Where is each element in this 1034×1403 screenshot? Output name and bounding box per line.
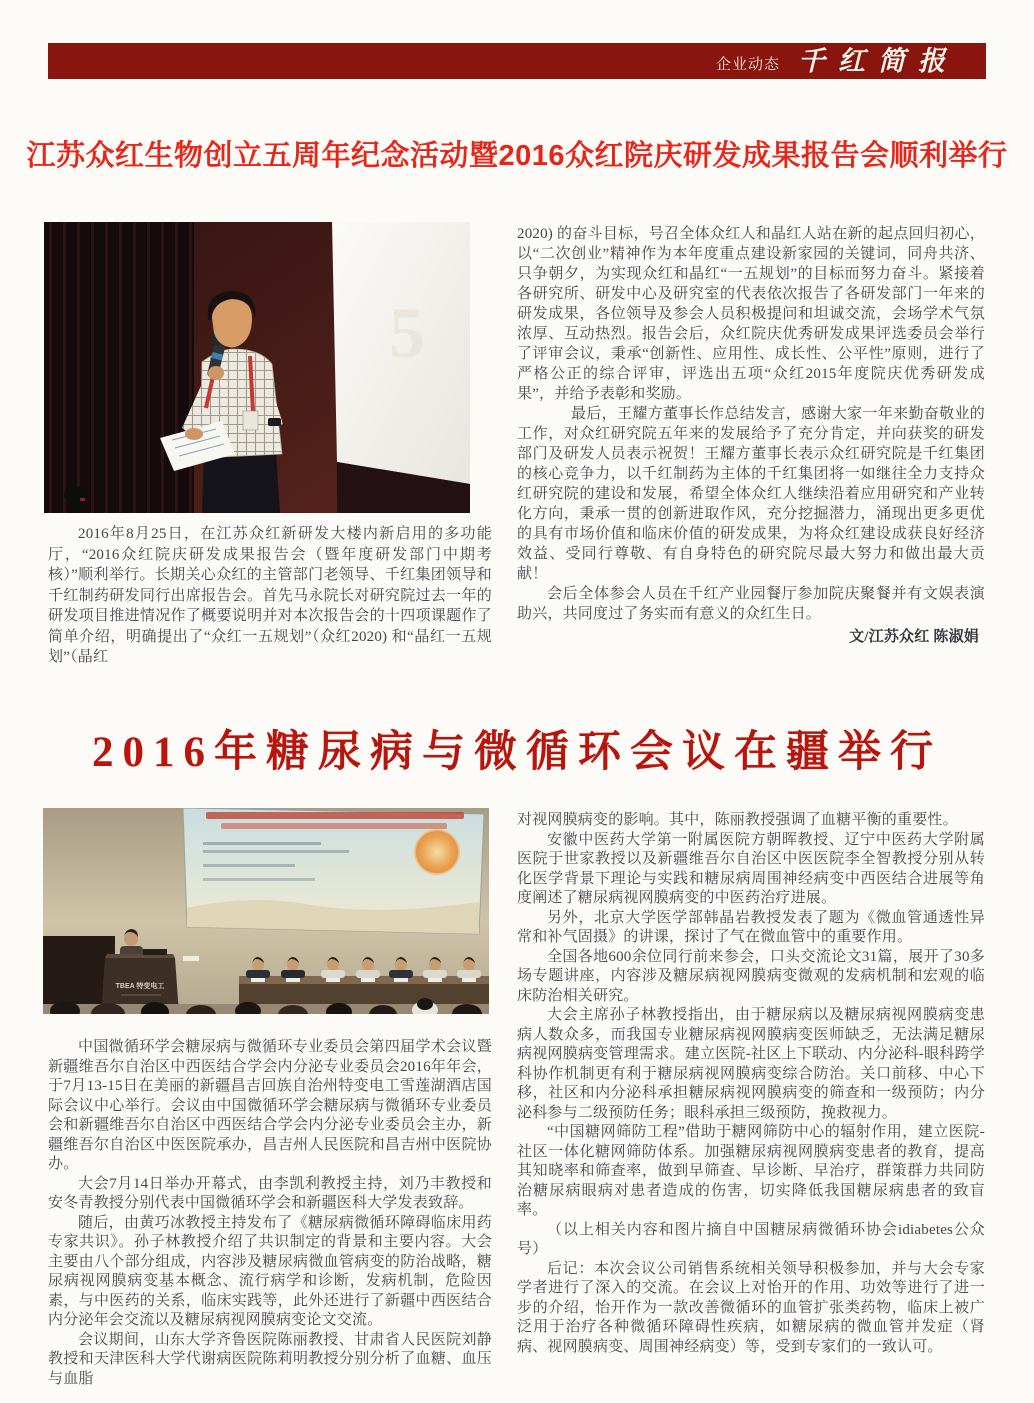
- laptop: [143, 949, 167, 955]
- masthead-section-label: 企业动态: [715, 55, 780, 73]
- podium-logo-text: TBEA 特变电工: [115, 983, 165, 990]
- paragraph: 中国微循环学会糖尿病与微循环专业委员会第四届学术会议暨新疆维吾尔自治区中西医结合学会内分泌专业委员会2016年年会，于7月13-15日在美丽的新疆昌吉回族自治州特变电工雪莲湖酒店国际会议中心举行。会议由中国微循环学会糖尿病与微循环专业委员会和新疆维吾尔自治区中西医结合学会内分泌专业委员会主办，新疆维吾尔自治区中医医院承办，昌吉州人民医院和昌吉州中医院协办。: [48, 1039, 492, 1172]
- paragraph: 2020) 的奋斗目标，号召全体众红人和晶红人站在新的起点回归初心，以“二次创业”精神作为本年度重点建设新家园的关键词，同舟共济、只争朝夕，为实现众红和晶红“一五规划”的目标而努力奋斗。紧接着各研究所、研发中心及研究室的代表依次报告了各研发部门一年来的研发成果，各位领导及参会人员积极提问和坦诚交流，会场学术气氛浓厚、互动热烈。报告会后，众红院庆优秀研发成果评选委员会举行了评审会议，秉承“创新性、应用性、成长性、公平性”原则，进行了严格公正的综合评审，评选出五项“众红2015年度院庆优秀研发成果”，并给予表彰和奖励。: [517, 226, 985, 402]
- paragraph: 大会主席孙子林教授指出，由于糖尿病以及糖尿病视网膜病变患病人数众多，而我国专业糖尿病视网膜病变医师缺乏，无法满足糖尿病视网膜病变管理需求。建立医院-社区上下联动、内分泌科-眼科跨学科协作机制更有利于糖尿病视网膜病变综合防治。关口前移、中心下移，社区和内分泌科承担糖尿病视网膜病变的筛查和一级预防；内分泌科参与二级预防任务；眼科承担三级预防，挽救视力。: [517, 1007, 985, 1121]
- article1-photo: [44, 222, 470, 513]
- paragraph: 另外，北京大学医学部韩晶岩教授发表了题为《微血管通透性异常和补气固摄》的讲课，探讨了气在微血管中的重要作用。: [517, 909, 985, 945]
- article2-left-column: [48, 1038, 492, 1389]
- paragraph: 会后全体参会人员在千红产业园餐厅参加院庆聚餐并有文娱表演助兴，共同度过了务实而有意义的众红生日。: [517, 586, 985, 622]
- paragraph: 随后，由黄巧冰教授主持发布了《糖尿病微循环障碍临床用药专家共识》。孙子林教授介绍了共识制定的背景和主要内容。大会主要由八个部分组成，内容涉及糖尿病微血管病变的防治战略，糖尿病视网膜病变基本概念、流行病学和诊断，发病机制，危险因素，与中医药的关系，临床实践等，此外还进行了新疆中西医结合内分泌年会交流以及糖尿病视网膜病变论文交流。: [48, 1214, 492, 1328]
- conference-photo-illustration: [43, 808, 489, 1014]
- masthead-brand: 千红简报: [798, 45, 958, 76]
- paragraph: 安徽中医药大学第一附属医院方朝晖教授、辽宁中医药大学附属医院于世家教授以及新疆维吾尔自治区中医医院李全智教授分别从转化医学背景下理论与实践和糖尿病周围神经病变中西医结合进展等角度阐述了糖尿病视网膜病变的中医药治疗进展。: [517, 831, 985, 906]
- wristwatch: [268, 418, 281, 426]
- paragraph: 对视网膜病变的影响。其中，陈丽教授强调了血糖平衡的重要性。: [517, 812, 958, 828]
- speaker-photo-illustration: [44, 222, 470, 513]
- paragraph: （以上相关内容和图片摘自中国糖尿病微循环协会idiabetes公众号）: [517, 1221, 985, 1257]
- article2-photo: [43, 808, 489, 1014]
- paragraph: 会议期间，山东大学齐鲁医院陈丽教授、甘肃省人民医院刘静教授和天津医科大学代谢病医院陈莉明教授分别分析了血糖、血压与血脂: [48, 1331, 492, 1387]
- paragraph: 2016年8月25日，在江苏众红新研发大楼内新启用的多功能厅，“2016众红院庆研发成果报告会（暨年度研发部门中期考核）”顺利举行。长期关心众红的主管部门老领导、千红集团领导和千红制药研发同行出席报告会。首先马永院长对研究院过去一年的研发项目推进情况作了概要说明并对本次报告会的十四项课题作了简单介绍，明确提出了“众红一五规划”（众红2020) 和“晶红一五规划”（晶红: [48, 526, 492, 665]
- article2-title: 2016年糖尿病与微循环会议在疆举行: [92, 729, 942, 776]
- article1-left-column: [48, 524, 492, 668]
- paragraph: 最后，王耀方董事长作总结发言，感谢大家一年来勤奋敬业的工作，对众红研究院五年来的发展给予了充分肯定，并向获奖的研发部门及研发人员表示祝贺！王耀方董事长表示众红研究院是千红集团的核心竞争力，以千红制药为主体的千红集团将一如继往全力支持众红研究院的建设和发展，希望全体众红人继续沿着应用研究和产业转化方向，秉承一贯的创新进取作风，充分挖掘潜力，涌现出更多更优的具有市场价值和临床价值的研发成果，为将众红建设成获良好经济效益、受同行尊敬、有自身特色的研究院尽最大努力和做出最大贡献！: [517, 406, 985, 582]
- stage-curtain: [44, 222, 194, 513]
- article1-title: 江苏众红生物创立五周年纪念活动暨2016众红院庆研发成果报告会顺利举行: [26, 140, 1008, 172]
- masthead-bar: [48, 43, 986, 79]
- svg-text:5: 5: [389, 293, 425, 373]
- paragraph: 大会7月14日举办开幕式，由李凯利教授主持，刘乃丰教授和安冬青教授分别代表中国微循环学会和新疆医科大学发表致辞。: [48, 1175, 492, 1211]
- paragraph: “中国糖网筛防工程”借助于糖网筛防中心的辐射作用，建立医院-社区一体化糖网筛防体系。加强糖尿病视网膜病变患者的教育，提高其知晓率和筛查率，做到早筛查、早诊断、早治疗，群策群力共同防治糖尿病眼病对患者造成的伤害，切实降低我国糖尿病患者的致盲率。: [517, 1124, 985, 1218]
- paragraph: 后记：本次会议公司销售系统相关领导积极参加，并与大会专家学者进行了深入的交流。在会议上对怡开的作用、功效等进行了进一步的介绍，怡开作为一款改善微循环的血管扩张类药物，临床上被广泛用于治疗各种微循环障碍性疾病，如糖尿病的微血管并发症（肾病、视网膜病变、周围神经病变）等，受到专家们的一致认可。: [517, 1260, 985, 1355]
- article2-right-column: [517, 811, 985, 1357]
- presentation-screen: [183, 808, 484, 934]
- article1-right-column: [517, 224, 985, 647]
- projection-screen: [332, 222, 470, 484]
- name-card: [183, 956, 199, 961]
- name-badge: [243, 411, 258, 430]
- paragraph: 全国各地600余位同行前来参会，口头交流论文31篇，展开了30多场专题讲座，内容涉及糖尿病视网膜病变微观的发病机制和宏观的临床防治相关研究。: [517, 948, 985, 1004]
- article1-byline: 文/江苏众红 陈淑娟: [849, 629, 979, 645]
